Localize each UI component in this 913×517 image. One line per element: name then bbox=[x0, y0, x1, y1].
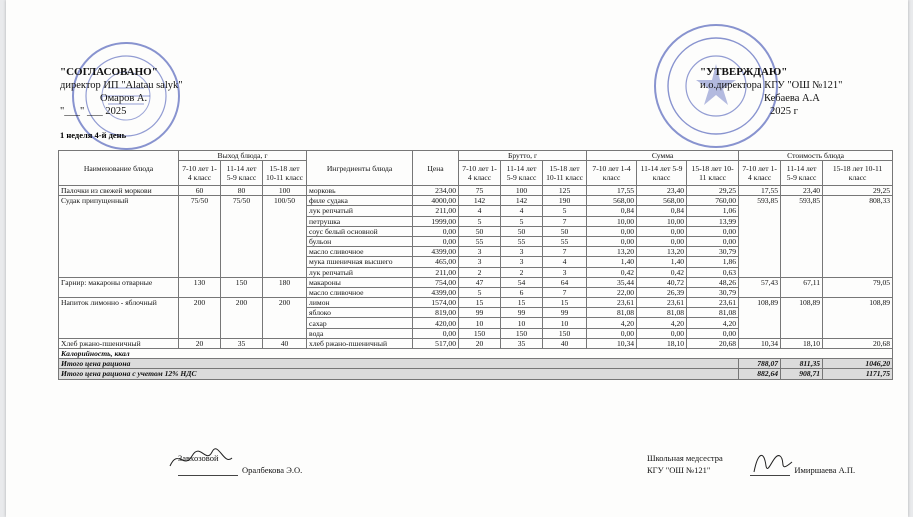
ingredient-brutto: 100 bbox=[501, 186, 543, 196]
ingredient-brutto: 2 bbox=[501, 267, 543, 277]
ingredient-name: соус белый основной bbox=[307, 226, 413, 236]
ingredient-sum: 13,20 bbox=[637, 247, 687, 257]
ingredient-name: лук репчатый bbox=[307, 206, 413, 216]
table-row bbox=[59, 298, 893, 308]
ingredient-brutto: 75 bbox=[459, 186, 501, 196]
ingredient-sum: 13,99 bbox=[687, 216, 739, 226]
ingredient-name: сахар bbox=[307, 318, 413, 328]
ingredient-sum: 0,84 bbox=[587, 206, 637, 216]
agreed-title: "СОГЛАСОВАНО" bbox=[60, 66, 158, 78]
ingredient-price: 819,00 bbox=[413, 308, 459, 318]
ingredient-sum: 0,00 bbox=[587, 328, 637, 338]
ingredient-name: макароны bbox=[307, 277, 413, 287]
supply-manager-name: Оралбекова Э.О. bbox=[242, 465, 303, 475]
ingredient-sum: 22,00 bbox=[587, 287, 637, 297]
ingredient-sum: 568,00 bbox=[637, 196, 687, 206]
ingredient-sum: 4,20 bbox=[637, 318, 687, 328]
menu-table bbox=[58, 150, 893, 380]
dish-cost: 10,34 bbox=[739, 338, 781, 348]
dish-cost: 18,10 bbox=[781, 338, 823, 348]
ingredient-price: 1574,00 bbox=[413, 298, 459, 308]
ingredient-sum: 1,86 bbox=[687, 257, 739, 267]
ingredient-brutto: 4 bbox=[459, 206, 501, 216]
ingredient-sum: 40,72 bbox=[637, 277, 687, 287]
dish-output: 200 bbox=[179, 298, 221, 339]
ingredient-brutto: 15 bbox=[459, 298, 501, 308]
ingredient-sum: 81,08 bbox=[687, 308, 739, 318]
ingredient-sum: 0,00 bbox=[687, 328, 739, 338]
ingredient-sum: 0,42 bbox=[587, 267, 637, 277]
dish-output: 200 bbox=[263, 298, 307, 339]
menu-table-body bbox=[59, 186, 893, 380]
ingredient-brutto: 99 bbox=[501, 308, 543, 318]
dish-cost: 29,25 bbox=[823, 186, 893, 196]
ingredient-sum: 1,40 bbox=[587, 257, 637, 267]
ingredient-sum: 1,40 bbox=[637, 257, 687, 267]
dish-output: 130 bbox=[179, 277, 221, 297]
ingredient-brutto: 40 bbox=[543, 338, 587, 348]
ingredient-brutto: 2 bbox=[459, 267, 501, 277]
dish-output: 100/50 bbox=[263, 196, 307, 278]
agreed-name: Омаров А. bbox=[100, 93, 148, 104]
dish-output: 40 bbox=[263, 338, 307, 348]
ingredient-brutto: 6 bbox=[501, 287, 543, 297]
ingredient-price: 234,00 bbox=[413, 186, 459, 196]
ingredient-sum: 23,40 bbox=[637, 186, 687, 196]
ingredient-brutto: 10 bbox=[459, 318, 501, 328]
ingredient-sum: 568,00 bbox=[587, 196, 637, 206]
dish-name: Напиток лимонно - яблочный bbox=[59, 298, 179, 339]
header-price: Цена bbox=[413, 151, 459, 186]
ingredient-brutto: 64 bbox=[543, 277, 587, 287]
ingredient-sum: 20,68 bbox=[687, 338, 739, 348]
dish-output: 100 bbox=[263, 186, 307, 196]
approval-block-right bbox=[700, 66, 842, 118]
dish-cost: 79,05 bbox=[823, 277, 893, 297]
ingredient-name: масло сливочное bbox=[307, 287, 413, 297]
table-row bbox=[59, 186, 893, 196]
dish-output: 35 bbox=[221, 338, 263, 348]
nurse-org: КГУ "ОШ №121" bbox=[647, 465, 711, 475]
age-header-output-1: 7-10 лет 1-4 класс bbox=[179, 161, 221, 186]
header-output: Выход блюда, г bbox=[179, 151, 307, 161]
dish-cost: 17,55 bbox=[739, 186, 781, 196]
ingredient-price: 420,00 bbox=[413, 318, 459, 328]
approval-block-left bbox=[60, 66, 183, 118]
ingredient-brutto: 4 bbox=[543, 257, 587, 267]
dish-cost: 20,68 bbox=[823, 338, 893, 348]
ingredient-brutto: 3 bbox=[459, 257, 501, 267]
age-header-cost-3: 15-18 лет 10-11 класс bbox=[823, 161, 893, 186]
ingredient-brutto: 5 bbox=[459, 216, 501, 226]
ingredient-price: 754,00 bbox=[413, 277, 459, 287]
ingredient-price: 4000,00 bbox=[413, 196, 459, 206]
ingredient-price: 465,00 bbox=[413, 257, 459, 267]
total-row-value: 788,07 bbox=[739, 359, 781, 369]
nurse-role: Школьная медсестра bbox=[647, 453, 723, 463]
ingredient-name: петрушка bbox=[307, 216, 413, 226]
table-row bbox=[59, 196, 893, 206]
ingredient-brutto: 10 bbox=[501, 318, 543, 328]
ingredient-brutto: 3 bbox=[459, 247, 501, 257]
dish-output: 200 bbox=[221, 298, 263, 339]
ingredient-name: масло сливочное bbox=[307, 247, 413, 257]
age-header-brutto-3: 15-18 лет 10-11 класс bbox=[543, 161, 587, 186]
ingredient-price: 1999,00 bbox=[413, 216, 459, 226]
total-row bbox=[59, 359, 893, 369]
ingredient-name: хлеб ржано-пшеничный bbox=[307, 338, 413, 348]
ingredient-brutto: 50 bbox=[543, 226, 587, 236]
header-cost: Стоимость блюда bbox=[739, 151, 893, 161]
ingredient-brutto: 3 bbox=[501, 257, 543, 267]
document-page bbox=[6, 0, 908, 517]
ingredient-sum: 30,79 bbox=[687, 247, 739, 257]
dish-cost: 108,89 bbox=[739, 298, 781, 339]
approved-title: "УТВЕРЖДАЮ" bbox=[700, 66, 788, 78]
ingredient-brutto: 50 bbox=[501, 226, 543, 236]
header-ingredients: Ингредиенты блюда bbox=[307, 151, 413, 186]
ingredient-price: 4399,00 bbox=[413, 287, 459, 297]
ingredient-brutto: 99 bbox=[459, 308, 501, 318]
total-row-value: 811,35 bbox=[781, 359, 823, 369]
dish-cost: 593,85 bbox=[739, 196, 781, 278]
nurse-name: Имиршаева А.П. bbox=[794, 465, 856, 475]
supply-manager-role: Завхоз bbox=[178, 453, 202, 463]
ingredient-price: 0,00 bbox=[413, 328, 459, 338]
age-header-cost-2: 11-14 лет 5-9 класс bbox=[781, 161, 823, 186]
dish-output: 60 bbox=[179, 186, 221, 196]
approved-date: 2025 г bbox=[770, 106, 798, 117]
age-header-sum-1: 7-10 лет 1-4 класс bbox=[587, 161, 637, 186]
dish-cost: 67,11 bbox=[781, 277, 823, 297]
age-header-sum-2: 11-14 лет 5-9 класс bbox=[637, 161, 687, 186]
ingredient-sum: 17,55 bbox=[587, 186, 637, 196]
age-header-brutto-2: 11-14 лет 5-9 класс bbox=[501, 161, 543, 186]
ingredient-sum: 26,39 bbox=[637, 287, 687, 297]
ingredient-brutto: 150 bbox=[543, 328, 587, 338]
dish-cost: 108,89 bbox=[823, 298, 893, 339]
dish-output: 180 bbox=[263, 277, 307, 297]
ingredient-sum: 81,08 bbox=[637, 308, 687, 318]
ingredient-brutto: 125 bbox=[543, 186, 587, 196]
ingredient-brutto: 7 bbox=[543, 287, 587, 297]
dish-name: Судак припущенный bbox=[59, 196, 179, 278]
ingredient-brutto: 47 bbox=[459, 277, 501, 287]
ingredient-brutto: 5 bbox=[501, 216, 543, 226]
ingredient-price: 211,00 bbox=[413, 206, 459, 216]
ingredient-sum: 10,34 bbox=[587, 338, 637, 348]
total-vat-row bbox=[59, 369, 893, 379]
dish-output: 75/50 bbox=[179, 196, 221, 278]
header-brutto: Брутто, г bbox=[459, 151, 587, 161]
ingredient-name: бульон bbox=[307, 236, 413, 246]
ingredient-brutto: 150 bbox=[459, 328, 501, 338]
header-sum: Сумма bbox=[587, 151, 739, 161]
ingredient-sum: 30,79 bbox=[687, 287, 739, 297]
ingredient-brutto: 5 bbox=[543, 206, 587, 216]
dish-cost: 57,43 bbox=[739, 277, 781, 297]
total-vat-row-label: Итого цена рациона с учетом 12% НДС bbox=[59, 369, 739, 379]
age-header-output-2: 11-14 лет 5-9 класс bbox=[221, 161, 263, 186]
ingredient-brutto: 142 bbox=[459, 196, 501, 206]
ingredient-sum: 81,08 bbox=[587, 308, 637, 318]
ingredient-sum: 18,10 bbox=[637, 338, 687, 348]
dish-cost: 593,85 bbox=[781, 196, 823, 278]
ingredient-sum: 10,00 bbox=[637, 216, 687, 226]
ingredient-sum: 13,20 bbox=[587, 247, 637, 257]
total-vat-row-value: 882,64 bbox=[739, 369, 781, 379]
ingredient-price: 4399,00 bbox=[413, 247, 459, 257]
age-header-output-3: 15-18 лет 10-11 класс bbox=[263, 161, 307, 186]
ingredient-brutto: 15 bbox=[501, 298, 543, 308]
ingredient-sum: 35,44 bbox=[587, 277, 637, 287]
ingredient-brutto: 190 bbox=[543, 196, 587, 206]
ingredient-brutto: 35 bbox=[501, 338, 543, 348]
ingredient-brutto: 50 bbox=[459, 226, 501, 236]
dish-cost: 108,89 bbox=[781, 298, 823, 339]
ingredient-sum: 23,61 bbox=[687, 298, 739, 308]
handwritten-signature-left bbox=[166, 444, 236, 474]
ingredient-brutto: 4 bbox=[501, 206, 543, 216]
ingredient-name: лимон bbox=[307, 298, 413, 308]
ingredient-price: 0,00 bbox=[413, 226, 459, 236]
table-row bbox=[59, 277, 893, 287]
ingredient-sum: 0,00 bbox=[687, 226, 739, 236]
table-row bbox=[59, 338, 893, 348]
ingredient-sum: 0,00 bbox=[637, 328, 687, 338]
ingredient-brutto: 150 bbox=[501, 328, 543, 338]
ingredient-sum: 0,42 bbox=[637, 267, 687, 277]
calories-label: Калорийность, ккал bbox=[59, 349, 893, 359]
approved-position: и.о.директора КГУ "ОШ №121" bbox=[700, 80, 843, 91]
ingredient-sum: 10,00 bbox=[587, 216, 637, 226]
dish-name: Гарнир: макароны отварные bbox=[59, 277, 179, 297]
ingredient-name: яблоко bbox=[307, 308, 413, 318]
ingredient-name: морковь bbox=[307, 186, 413, 196]
agreed-date: "___" ___ 2025 bbox=[60, 106, 127, 117]
ingredient-brutto: 55 bbox=[501, 236, 543, 246]
ingredient-name: лук репчатый bbox=[307, 267, 413, 277]
ingredient-brutto: 3 bbox=[543, 267, 587, 277]
ingredient-brutto: 99 bbox=[543, 308, 587, 318]
total-vat-row-value: 1171,75 bbox=[823, 369, 893, 379]
ingredient-price: 517,00 bbox=[413, 338, 459, 348]
dish-name: Палочки из свежей моркови bbox=[59, 186, 179, 196]
supply-manager-role-suffix: овой bbox=[201, 453, 219, 463]
header-dish-name: Наименование блюда bbox=[59, 151, 179, 186]
ingredient-sum: 1,06 bbox=[687, 206, 739, 216]
ingredient-sum: 0,00 bbox=[587, 226, 637, 236]
ingredient-brutto: 5 bbox=[459, 287, 501, 297]
ingredient-sum: 48,26 bbox=[687, 277, 739, 287]
dish-output: 75/50 bbox=[221, 196, 263, 278]
ingredient-brutto: 7 bbox=[543, 216, 587, 226]
age-header-sum-3: 15-18 лет 10-11 класс bbox=[687, 161, 739, 186]
dish-output: 20 bbox=[179, 338, 221, 348]
ingredient-brutto: 55 bbox=[459, 236, 501, 246]
ingredient-name: вода bbox=[307, 328, 413, 338]
calories-row bbox=[59, 349, 893, 359]
dish-output: 150 bbox=[221, 277, 263, 297]
age-header-row bbox=[59, 161, 893, 186]
ingredient-sum: 4,20 bbox=[687, 318, 739, 328]
total-row-value: 1046,20 bbox=[823, 359, 893, 369]
agreed-position: директор ИП "Alatau salyk" bbox=[60, 80, 183, 91]
ingredient-price: 211,00 bbox=[413, 267, 459, 277]
ingredient-brutto: 15 bbox=[543, 298, 587, 308]
dish-name: Хлеб ржано-пшеничный bbox=[59, 338, 179, 348]
ingredient-brutto: 20 bbox=[459, 338, 501, 348]
ingredient-sum: 29,25 bbox=[687, 186, 739, 196]
ingredient-brutto: 55 bbox=[543, 236, 587, 246]
ingredient-sum: 23,61 bbox=[637, 298, 687, 308]
ingredient-brutto: 3 bbox=[501, 247, 543, 257]
dish-cost: 23,40 bbox=[781, 186, 823, 196]
ingredient-sum: 0,63 bbox=[687, 267, 739, 277]
ingredient-name: мука пшеничная высшего bbox=[307, 257, 413, 267]
ingredient-sum: 0,00 bbox=[587, 236, 637, 246]
approved-name: Кебаева А.А bbox=[764, 93, 820, 104]
ingredient-sum: 4,20 bbox=[587, 318, 637, 328]
total-vat-row-value: 908,71 bbox=[781, 369, 823, 379]
total-row-label: Итого цена рациона bbox=[59, 359, 739, 369]
dish-output: 80 bbox=[221, 186, 263, 196]
ingredient-sum: 0,00 bbox=[637, 226, 687, 236]
dish-cost: 808,33 bbox=[823, 196, 893, 278]
ingredient-sum: 0,00 bbox=[637, 236, 687, 246]
ingredient-sum: 760,00 bbox=[687, 196, 739, 206]
ingredient-brutto: 54 bbox=[501, 277, 543, 287]
ingredient-name: филе судака bbox=[307, 196, 413, 206]
ingredient-brutto: 10 bbox=[543, 318, 587, 328]
ingredient-brutto: 142 bbox=[501, 196, 543, 206]
ingredient-sum: 0,00 bbox=[687, 236, 739, 246]
ingredient-price: 0,00 bbox=[413, 236, 459, 246]
age-header-cost-1: 7-10 лет 1-4 класс bbox=[739, 161, 781, 186]
handwritten-signature-right bbox=[748, 446, 798, 478]
age-header-brutto-1: 7-10 лет 1-4 класс bbox=[459, 161, 501, 186]
ingredient-sum: 0,84 bbox=[637, 206, 687, 216]
ingredient-sum: 23,61 bbox=[587, 298, 637, 308]
week-label: 1 неделя 4-й день bbox=[60, 130, 127, 140]
ingredient-brutto: 7 bbox=[543, 247, 587, 257]
